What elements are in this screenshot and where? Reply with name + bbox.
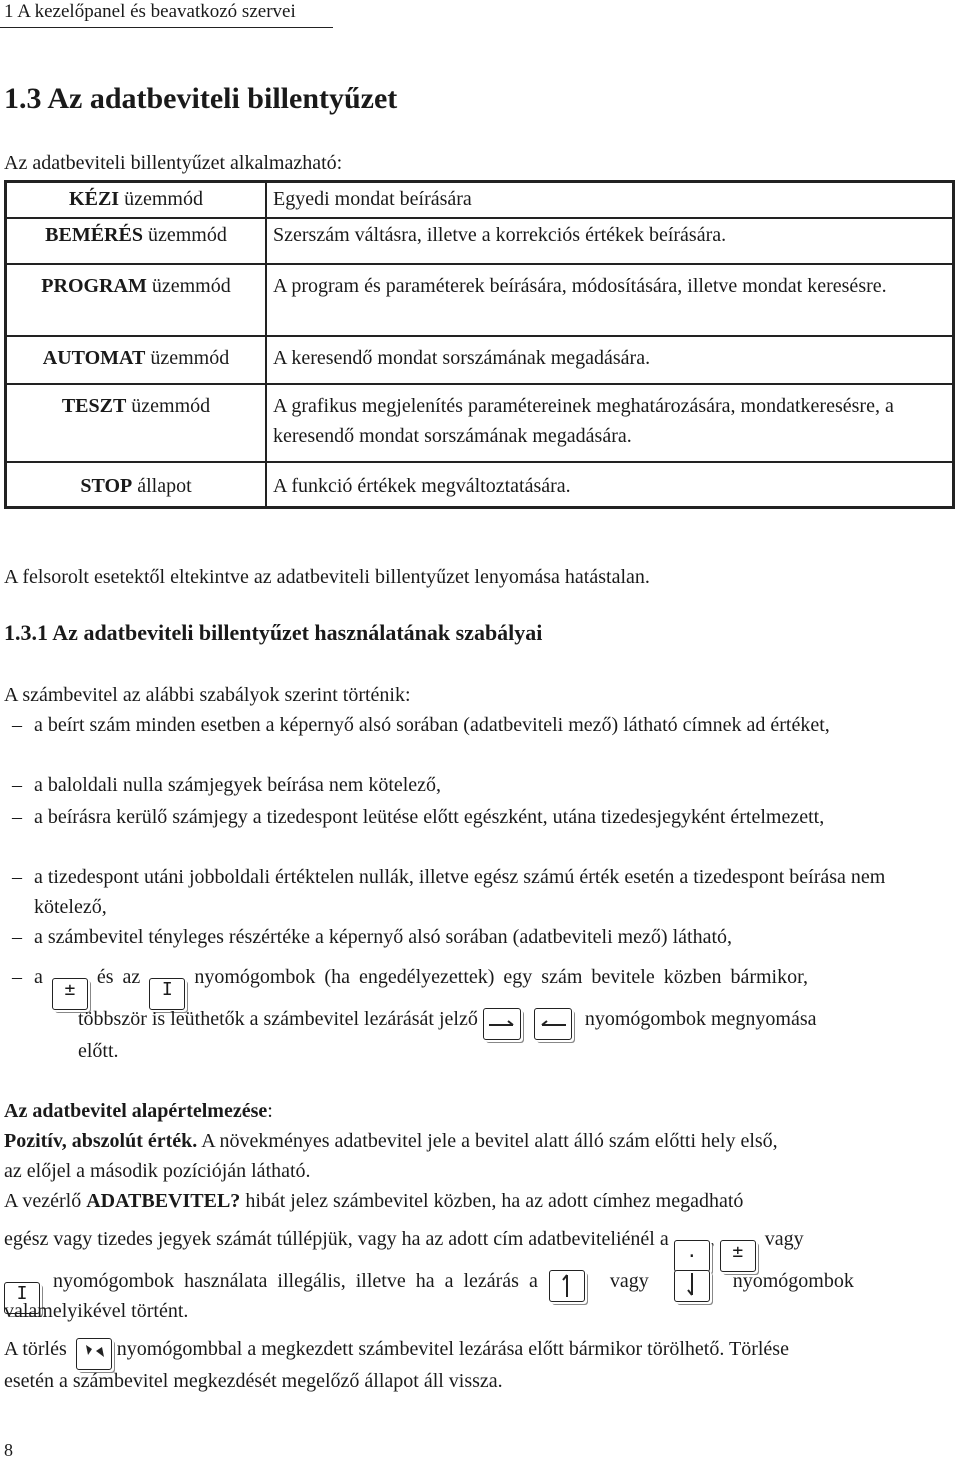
section-intro: Az adatbeviteli billentyűzet alkalmazható: xyxy=(4,152,343,174)
default-line5: I nyomógombok használata illegális, illetve ha a lezárás a vagy nyomógombok xyxy=(4,1266,854,1314)
modes-table xyxy=(4,180,955,509)
mode-desc: A keresendő mondat sorszámának megadására. xyxy=(266,336,954,384)
table-row xyxy=(6,336,954,384)
list-item-continued: többször is leüthetők a számbevitel lezárását jelző nyomógombok megnyomása xyxy=(78,1004,816,1040)
list-item: – a ± és az I nyomógombok (ha engedélyezettek) egy szám bevitele közben bármikor, xyxy=(0,962,958,1010)
mode-name: STOP állapot xyxy=(6,462,267,508)
default-line6: valamelyikével történt. xyxy=(4,1300,189,1322)
mode-desc: A funkció értékek megváltoztatására. xyxy=(266,462,954,508)
delete-line: A törlés nyomógombbal a megkezdett számbevitel lezárása előtt bármikor törölhető. Törlése xyxy=(4,1334,789,1370)
table-row xyxy=(6,462,954,508)
table-row xyxy=(6,218,954,264)
plusminus-key-icon: ± xyxy=(720,1240,756,1272)
plusminus-key-icon: ± xyxy=(52,978,88,1010)
page-number: 8 xyxy=(4,1440,13,1460)
rules-intro: A számbevitel az alábbi szabályok szerint történik: xyxy=(4,684,411,706)
mode-name: BEMÉRÉS üzemmód xyxy=(6,218,267,264)
subsection-title: 1.3.1 Az adatbeviteli billentyűzet használatának szabályai xyxy=(4,620,543,645)
delete-line2: esetén a számbevitel megkezdését megelőző állapot áll vissza. xyxy=(4,1370,503,1392)
mode-name: AUTOMAT üzemmód xyxy=(6,336,267,384)
list-item: – a számbevitel tényleges részértéke a képernyő alsó sorában (adatbeviteli mező) látható, xyxy=(12,926,733,948)
default-line4: egész vagy tizedes jegyek számát túllépjük, vagy ha az adott cím adatbeviteliénél a ., ± vagy xyxy=(4,1224,804,1272)
mode-desc: Szerszám váltásra, illetve a korrekciós értékek beírására. xyxy=(266,218,954,264)
table-row xyxy=(6,264,954,336)
list-item-continued: előtt. xyxy=(78,1040,119,1062)
default-heading: Az adatbevitel alapértelmezése: xyxy=(4,1100,273,1122)
arrow-right-key-icon xyxy=(483,1008,521,1040)
arrow-down-key-icon xyxy=(674,1270,710,1302)
insert-key-icon: I xyxy=(149,978,185,1010)
mode-desc: A program és paraméterek beírására, módosítására, illetve mondat keresésre. xyxy=(266,264,954,336)
dot-key-icon: . xyxy=(674,1240,710,1272)
running-header: 1 A kezelőpanel és beavatkozó szervei xyxy=(0,0,333,28)
section-title: 1.3 Az adatbeviteli billentyűzet xyxy=(4,82,398,115)
error-line: A vezérlő ADATBEVITEL? hibát jelez számbevitel közben, ha az adott címhez megadható xyxy=(4,1190,744,1212)
mode-name: TESZT üzemmód xyxy=(6,384,267,462)
arrow-left-key-icon xyxy=(534,1008,572,1040)
table-row xyxy=(6,384,954,462)
mode-name: KÉZI üzemmód xyxy=(6,182,267,218)
list-item: – a baloldali nulla számjegyek beírása nem kötelező, xyxy=(12,774,442,796)
default-line1: Pozitív, abszolút érték. A növekményes adatbevitel jele a bevitel alatt álló szám előtti hely első, xyxy=(4,1130,778,1152)
after-table-note: A felsorolt esetektől eltekintve az adatbeviteli billentyűzet lenyomása hatástalan. xyxy=(4,566,650,588)
mode-desc: Egyedi mondat beírására xyxy=(266,182,954,218)
arrow-up-key-icon xyxy=(549,1270,585,1302)
default-line2: az előjel a második pozícióján látható. xyxy=(4,1160,311,1182)
mode-desc: A grafikus megjelenítés paramétereinek meghatározására, mondatkeresésre, a keresendő mondat sorszámának megadására. xyxy=(266,384,954,462)
table-row xyxy=(6,182,954,218)
list-item: – a tizedespont utáni jobboldali értéktelen nullák, illetve egész számú érték esetén a tizedespont beírása nem kötelező, xyxy=(12,866,886,918)
list-item: – a beírt szám minden esetben a képernyő alsó sorában (adatbeviteli mező) látható címnek ad értéket, xyxy=(12,714,830,736)
insert-key-icon: I xyxy=(4,1282,40,1314)
mode-name: PROGRAM üzemmód xyxy=(6,264,267,336)
list-item: – a beírásra kerülő számjegy a tizedespont leütése előtt egészként, utána tizedesjegyként értelmezett, xyxy=(12,806,825,828)
